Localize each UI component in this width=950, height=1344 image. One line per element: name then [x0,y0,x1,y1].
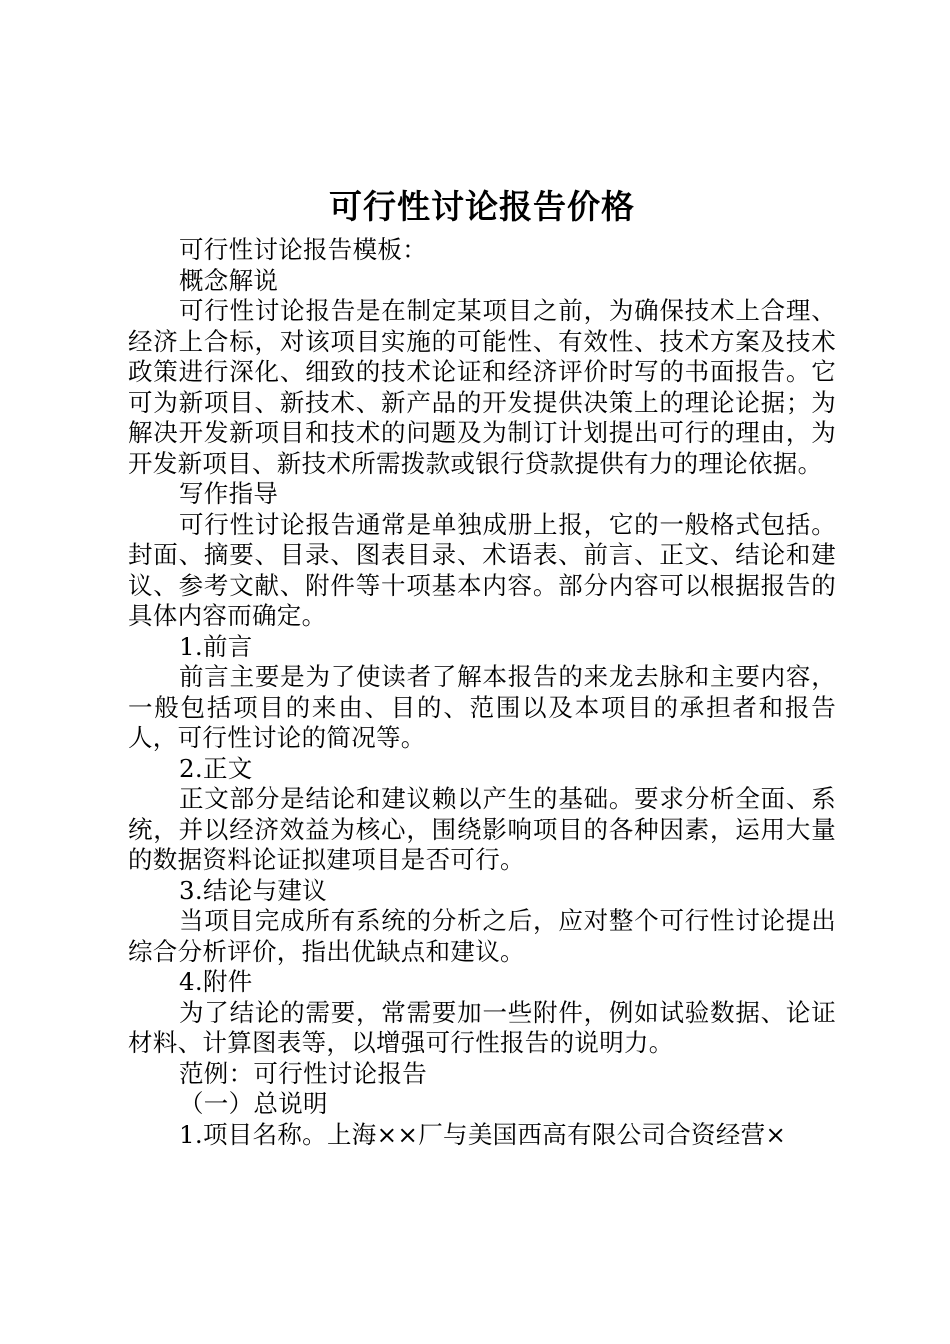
paragraph-conclusion: 当项目完成所有系统的分析之后，应对整个可行性讨论提出综合分析评价，指出优缺点和建议。 [128,906,836,966]
heading-main-body: 2.正文 [179,753,253,783]
document-title: 可行性讨论报告价格 [329,187,635,226]
heading-writing-guide: 写作指导 [179,479,279,508]
paragraph-template-intro: 可行性讨论报告模板： [179,235,427,264]
heading-general-description: （一）总说明 [179,1089,328,1118]
heading-appendix: 4.附件 [179,967,253,996]
paragraph-project-name: 1.项目名称。上海××厂与美国西高有限公司合资经营× [179,1119,787,1149]
heading-concept: 概念解说 [179,265,279,295]
paragraph-writing-guide: 可行性讨论报告通常是单独成册上报，它的一般格式包括。封面、摘要、目录、图表目录、术语表、前言、正文、结论和建议、参考文献、附件等十项基本内容。部分内容可以根据报告的具体内容而确定。 [128,509,836,630]
document-page [128,185,836,1150]
heading-preface: 1.前言 [179,631,253,661]
heading-example: 范例：可行性讨论报告 [179,1058,427,1088]
paragraph-concept: 可行性讨论报告是在制定某项目之前，为确保技术上合理、经济上合标，对该项目实施的可能性、有效性、技术方案及技术政策进行深化、细致的技术论证和经济评价时写的书面报告。它可为新项目、新技术、新产品的开发提供决策上的理论论据；为解决开发新项目和技术的问题及为制订计划提出可行的理由，为开发新项目、新技术所需拨款或银行贷款提供有力的理论依据。 [128,296,836,478]
heading-conclusion: 3.结论与建议 [179,875,327,905]
paragraph-appendix: 为了结论的需要，常需要加一些附件，例如试验数据、论证材料、计算图表等，以增强可行性报告的说明力。 [128,997,836,1057]
paragraph-main-body: 正文部分是结论和建议赖以产生的基础。要求分析全面、系统，并以经济效益为核心，围绕影响项目的各种因素，运用大量的数据资料论证拟建项目是否可行。 [128,784,836,874]
paragraph-preface: 前言主要是为了使读者了解本报告的来龙去脉和主要内容，一般包括项目的来由、目的、范围以及本项目的承担者和报告人，可行性讨论的简况等。 [128,662,836,752]
